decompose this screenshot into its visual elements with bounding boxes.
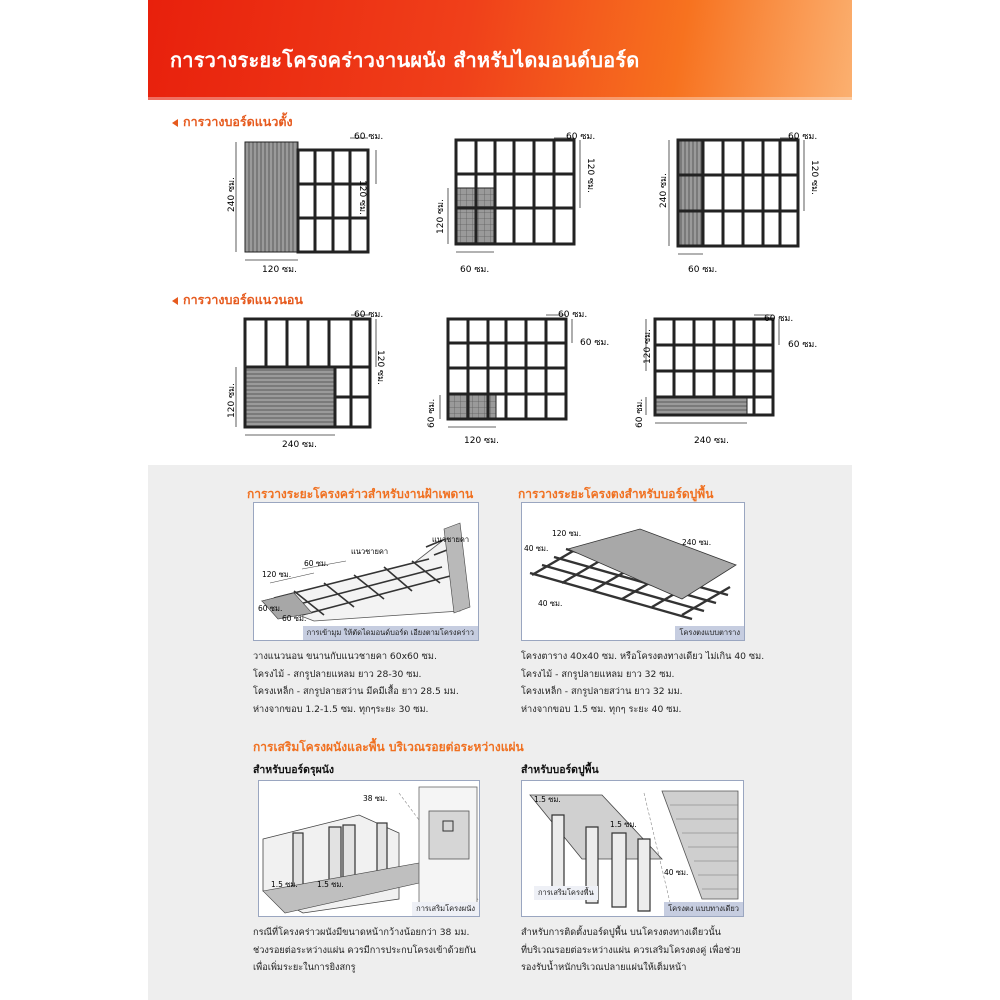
floor-reinforce-illustration — [521, 780, 744, 917]
dim-label: 240 ซม. — [282, 440, 317, 450]
floor-reinforce-caption: การเสริมโครงพื้น — [534, 886, 598, 900]
text-line: ห่างจากขอบ 1.2-1.5 ซม. ทุกๆระยะ 30 ซม. — [253, 703, 429, 715]
horizontal-diagram-2 — [440, 315, 572, 427]
dim-label: 120 ซม. — [262, 570, 292, 579]
horizontal-diagram-1 — [236, 315, 376, 435]
dim-label: 120 ซม. — [552, 529, 582, 538]
dim-label: 120 ซม. — [585, 158, 595, 193]
wall-subtitle: สำหรับบอร์ดรุผนัง — [253, 764, 335, 776]
ceiling-caption: การเข้ามุม ให้ตัดไดมอนด์บอร์ด เอียงตามโครงคร่าว — [303, 626, 478, 640]
dim-label: 240 ซม. — [659, 173, 669, 208]
dim-label: 40 ซม. — [664, 868, 689, 877]
dim-label: 60 ซม. — [282, 614, 307, 623]
floor-illustration — [521, 502, 745, 641]
dim-label: 40 ซม. — [524, 544, 549, 553]
horizontal-diagrams — [148, 305, 852, 445]
ceiling-text — [253, 648, 459, 718]
vertical-diagram-3 — [669, 138, 804, 254]
text-line: ช่วงรอยต่อระหว่างแผ่น ควรมีการประกบโครงเข้าด้วยกัน — [253, 944, 476, 956]
dim-label: 120 ซม. — [227, 383, 237, 418]
wall-text — [253, 924, 476, 977]
page-title: การวางระยะโครงคร่าวงานผนัง สำหรับไดมอนด์บอร์ด — [170, 48, 640, 72]
reinforce-title: การเสริมโครงผนังและพื้น บริเวณรอยต่อระหว่างแผ่น — [253, 740, 524, 754]
text-line: ที่บริเวณรอยต่อระหว่างแผ่น ควรเสริมโครงตงคู่ เพื่อช่วย — [521, 944, 741, 956]
dim-label: 1.5 ซม. — [271, 880, 298, 889]
board — [245, 142, 298, 252]
text-line: โครงไม้ - สกรูปลายแหลม ยาว 28-30 ซม. — [253, 668, 422, 680]
wall-illustration — [258, 780, 480, 917]
section-vertical-label: การวางบอร์ดแนวตั้ง — [183, 114, 293, 129]
dim-label: 120 ซม. — [375, 350, 385, 385]
header-banner — [148, 0, 852, 100]
arrow-left-icon — [172, 119, 178, 127]
dim-label: 240 ซม. — [682, 538, 712, 547]
dim-label: 120 ซม. — [436, 199, 446, 234]
dim-label: 38 ซม. — [363, 794, 388, 803]
text-line: โครงเหล็ก - สกรูปลายสว่าน ยาว 32 มม. — [521, 686, 683, 697]
dim-label: 60 ซม. — [354, 132, 384, 142]
dim-label: 1.5 ซม. — [534, 795, 561, 804]
floor-caption: โครงตงแบบตาราง — [675, 626, 744, 640]
dim-label: 60 ซม. — [354, 310, 384, 320]
dim-label: 40 ซม. — [538, 599, 563, 608]
board — [678, 140, 703, 246]
dim-label: 240 ซม. — [694, 436, 729, 446]
vertical-diagram-2 — [448, 138, 580, 252]
text-line: สำหรับการติดตั้งบอร์ดปูพื้น บนโครงตงทางเดียวนั้น — [521, 927, 721, 938]
board — [655, 397, 747, 415]
text-line: เพื่อเพิ่มระยะในการยิงสกรู — [253, 962, 356, 973]
text-line: กรณีที่โครงคร่าวผนังมีขนาดหน้ากว้างน้อยกว่า 38 มม. — [253, 927, 470, 938]
ceiling-title: การวางระยะโครงคร่าวสำหรับงานฝ้าเพดาน — [247, 487, 474, 501]
eave-label: แนวชายคา — [351, 547, 389, 556]
dim-label: 60 ซม. — [258, 604, 283, 613]
dim-label: 120 ซม. — [262, 265, 297, 275]
dim-label: 60 ซม. — [788, 132, 818, 142]
text-line: โครงเหล็ก - สกรูปลายสว่าน มีคมีเสื้อ ยาว 28.5 มม. — [253, 686, 459, 697]
dim-label: 60 ซม. — [427, 398, 437, 428]
header-divider — [148, 97, 852, 100]
dim-label: 120 ซม. — [809, 160, 819, 195]
floor-reinforce-subtitle: สำหรับบอร์ดปูพื้น — [521, 764, 599, 776]
dim-label: 120 ซม. — [357, 180, 367, 215]
dim-label: 1.5 ซม. — [317, 880, 344, 889]
floor-title: การวางระยะโครงตงสำหรับบอร์ดปูพื้น — [518, 487, 714, 501]
eave-label: แนวชายคา — [432, 535, 470, 544]
dim-label: 60 ซม. — [304, 559, 329, 568]
dim-label: 60 ซม. — [788, 340, 818, 350]
floor-drawing — [522, 503, 744, 640]
ceiling-illustration — [253, 502, 479, 641]
dim-label: 240 ซม. — [227, 177, 237, 212]
floor-text — [521, 648, 764, 718]
wall-caption: การเสริมโครงผนัง — [412, 902, 479, 916]
dim-label: 60 ซม. — [635, 398, 645, 428]
dim-label: 60 ซม. — [558, 310, 588, 320]
board — [245, 367, 335, 427]
dim-label: 120 ซม. — [464, 436, 499, 446]
dim-label: 60 ซม. — [460, 265, 490, 275]
horizontal-diagram-3 — [646, 315, 779, 423]
vertical-diagrams — [148, 128, 852, 278]
vertical-diagram-1 — [236, 138, 376, 260]
text-line: รองรับน้ำหนักบริเวณปลายแผ่นให้เต็มหน้า — [521, 962, 687, 973]
floor-joist-caption: โครงตง แบบทางเดียว — [664, 902, 743, 916]
text-line: วางแนวนอน ขนานกับแนวชายคา 60x60 ซม. — [253, 651, 437, 662]
floor-reinforce-text — [521, 924, 741, 977]
arrow-left-icon — [172, 297, 178, 305]
dim-label: 60 ซม. — [688, 265, 718, 275]
dim-label: 1.5 ซม. — [610, 820, 637, 829]
text-line: โครงตาราง 40x40 ซม. หรือโครงตงทางเดียว ไม่เกิน 40 ซม. — [521, 651, 765, 662]
dim-label: 60 ซม. — [580, 338, 610, 348]
dim-label: 120 ซม. — [643, 329, 653, 364]
section-horizontal-label: การวางบอร์ดแนวนอน — [183, 292, 303, 307]
text-line: ห่างจากขอบ 1.5 ซม. ทุกๆ ระยะ 40 ซม. — [521, 703, 682, 715]
text-line: โครงไม้ - สกรูปลายแหลม ยาว 32 ซม. — [521, 668, 675, 680]
dim-label: 60 ซม. — [764, 314, 794, 324]
dim-label: 60 ซม. — [566, 132, 596, 142]
